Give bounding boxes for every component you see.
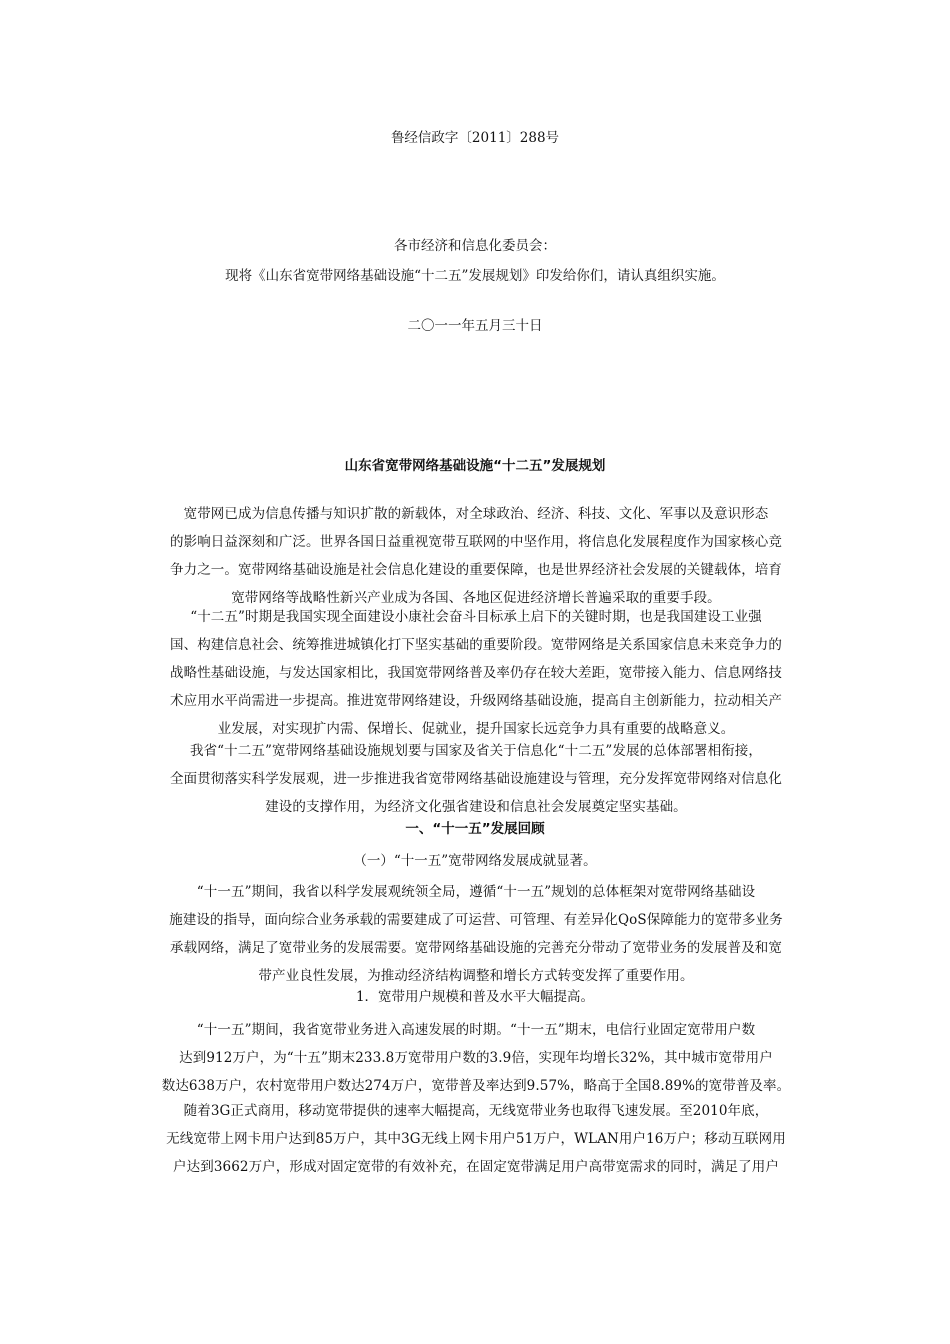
paragraph-line: 我省“十二五”宽带网络基础设施规划要与国家及省关于信息化“十二五”发展的总体部署相衔接， [189,743,762,759]
paragraph-line: 争力之一。宽带网络基础设施是社会信息化建设的重要保障，也是世界经济社会发展的关键载体，培育 [170,562,782,578]
paragraph-line: 户达到3662万户，形成对固定宽带的有效补充，在固定宽带满足用户高带宽需求的同时，满足了用户 [173,1159,779,1175]
paragraph-line: 术应用水平尚需进一步提高。推进宽带网络建设，升级网络基础设施，提高自主创新能力，拉动相关产 [170,693,782,709]
paragraph-line: 随着3G正式商用，移动宽带提供的速率大幅提高，无线宽带业务也取得飞速发展。至2010年底， [183,1103,769,1119]
paragraph-line: 承载网络，满足了宽带业务的发展需要。宽带网络基础设施的完善充分带动了宽带业务的发展普及和宽 [170,940,782,956]
paragraph-line: 战略性基础设施，与发达国家相比，我国宽带网络普及率仍存在较大差距，宽带接入能力、信息网络技 [170,665,782,681]
item-paragraph-1 [150,1016,802,1100]
paragraph-line: 数达638万户，农村宽带用户数达274万户，宽带普及率达到9.57%，略高于全国8.89%的宽带普及率。 [161,1078,791,1094]
paragraph-line: 建设的支撑作用，为经济文化强省建设和信息社会发展奠定坚实基础。 [265,799,687,815]
paragraph-line: 的影响日益深刻和广泛。世界各国日益重视宽带互联网的中坚作用，将信息化发展程度作为国家核心竞 [170,534,782,550]
intro-paragraph-1 [150,500,802,612]
paragraph-line: “十一五”期间，我省以科学发展观统领全局，遵循“十一五”规划的总体框架对宽带网络基础设 [196,884,756,900]
paragraph-line: 宽带网络等战略性新兴产业成为各国、各地区促进经济增长普遍采取的重要手段。 [231,590,721,606]
intro-paragraph-2 [150,603,802,743]
paragraph-line: “十一五”期间，我省宽带业务进入高速发展的时期。“十一五”期末，电信行业固定宽带用户数 [196,1022,756,1038]
paragraph-line: 达到912万户，为“十五”期末233.8万宽带用户数的3.9倍，实现年均增长32%，其中城市宽带用户 [179,1050,773,1066]
plan-title: 山东省宽带网络基础设施“十二五”发展规划 [344,458,606,474]
notice-body: 现将《山东省宽带网络基础设施“十二五”发展规划》印发给你们，请认真组织实施。 [225,268,725,284]
item-paragraph-2 [150,1097,802,1181]
intro-paragraph-3 [150,737,802,821]
addressee: 各市经济和信息化委员会： [394,238,556,254]
paragraph-line: 施建设的指导，面向综合业务承载的需要建成了可运营、可管理、有差异化QoS保障能力的宽带多业务 [169,912,783,928]
paragraph-line: 业发展，对实现扩内需、保增长、促就业，提升国家长远竞争力具有重要的战略意义。 [217,721,735,737]
subsection-heading: （一）“十一五”宽带网络发展成就显著。 [353,853,597,869]
subsection-paragraph [150,878,802,990]
issue-date: 二〇一一年五月三十日 [407,318,543,334]
paragraph-line: 国、构建信息社会、统筹推进城镇化打下坚实基础的重要阶段。宽带网络是关系国家信息未来竞争力的 [170,637,782,653]
paragraph-line: 全面贯彻落实科学发展观，进一步推进我省宽带网络基础设施建设与管理，充分发挥宽带网络对信息化 [170,771,782,787]
paragraph-line: 宽带网已成为信息传播与知识扩散的新载体，对全球政治、经济、科技、文化、军事以及意识形态 [183,506,769,522]
section-heading: 一、“十一五”发展回顾 [405,821,545,837]
paragraph-line: 无线宽带上网卡用户达到85万户，其中3G无线上网卡用户51万户，WLAN用户16万户；移动互联网用 [166,1131,786,1147]
paragraph-line: “十二五”时期是我国实现全面建设小康社会奋斗目标承上启下的关键时期，也是我国建设工业强 [190,609,762,625]
item-heading: 1．宽带用户规模和普及水平大幅提高。 [355,989,595,1005]
paragraph-line: 带产业良性发展，为推动经济结构调整和增长方式转变发挥了重要作用。 [258,968,694,984]
document-number: 鲁经信政字〔2011〕288号 [390,130,560,146]
